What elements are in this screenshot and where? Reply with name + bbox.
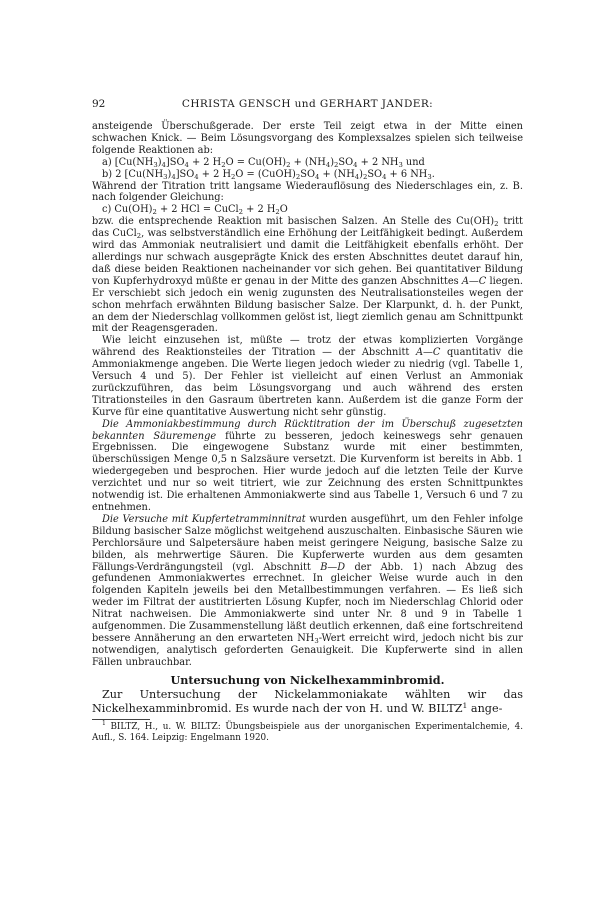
footnote-1: $^1$ BILTZ, H., u. W. BILTZ: Übungsbeispiele aus der unorganischen Experimentalchemie, 4. Aufl., S. 164. Leipzig: Engelmann 1920. <box>92 720 523 743</box>
paragraph-4: Wie leicht einzusehen ist, müßte — trotz der etwas komplizierten Vorgänge während des Reaktionsteiles der Titration — der Abschnitt A—C quantitativ die Ammoniakmenge angeben. Die Werte liegen jedoch wieder zu niedrig (vgl. Tabelle 1, Versuch 4 und 5). Der Fehler ist vielleicht auf einen Verlust an Ammoniak zurückzuführen, das beim Lösungsvorgang und auch während des ersten Titrationsteiles in den Gasraum übertreten kann. Außerdem ist die ganze Form der Kurve für eine quantitative Auswertung nicht sehr günstig. <box>92 335 523 418</box>
equation-c: c) $Cu(OH)_2 + 2$ HCl = CuCl$_2$ + 2 $H_2O$ <box>102 204 288 217</box>
section-heading: Untersuchung von Nickelhexamminbromid. <box>170 672 445 687</box>
paragraph-5: Die Ammoniakbestimmung durch Rücktitration der im Überschuß zugesetzten bekannten Säuremenge führte zu besseren, jedoch keineswegs sehr genauen Ergebnissen. Die eingewogene Substanz wurde mit einer bestimmten, überschüssigen Menge 0,5 n Salzsäure versetzt. Die Kurvenform ist bereits in Abb. 1 wiedergegeben und besprochen. Hier wurde jedoch auf die letzten Teile der Kurve verzichtet und nur so weit titriert, wie zur Zeichnung des ersten Schnittpunktes notwendig ist. Die erhaltenen Ammoniakwerte sind aus Tabelle 1, Versuch 6 und 7 zu entnehmen. <box>92 418 523 513</box>
paragraph-7: Zur Untersuchung der Nickelammoniakate wählten wir das Nickelhexamminbromid. Es wurde nach der von H. und W. BILTZ$^1$ ange- <box>92 687 523 715</box>
running-header <box>92 97 523 111</box>
paragraph-2: Während der Titration tritt langsame Wiederauflösung des Niederschlages ein, z. B. nach folgender Gleichung: <box>92 180 523 204</box>
paragraph-3: bzw. die entsprechende Reaktion mit basischen Salzen. An Stelle des $Cu(OH)_2$ tritt das CuCl$_2$, was selbstverständlich eine Erhöhung der Leitfähigkeit bedingt. Außerdem wird das Ammoniak neutralisiert und damit die Leitfähigkeit ebenfalls erhöht. Der allerdings nur schwach ausgeprägte Knick des ersten Abschnittes deutet darauf hin, daß diese beiden Reaktionen nacheinander vor sich gehen. Bei quantitativer Bildung von Kupferhydroxyd müßte er genau in der Mitte des ganzen Abschnittes A—C liegen. Er verschiebt sich jedoch ein wenig zugunsten des Neutralisationsteiles wegen der schon mehrfach erwähnten Bildung basischer Salze. Der Klarpunkt, d. h. der Punkt, an dem der Niederschlag vollkommen gelöst ist, liegt ziemlich genau am Schnittpunkt mit der Reagensgeraden. <box>92 216 523 335</box>
equation-a: a) $[Cu(NH_3)_4]SO_4 + 2$ $H_2O = Cu(OH)_2 + (NH_4)_2SO_4 + 2$ $NH_3$ und <box>102 156 425 169</box>
paragraph-1: ansteigende Überschußgerade. Der erste Teil zeigt etwa in der Mitte einen schwachen Knick. — Beim Lösungsvorgang des Komplexsalzes spielen sich teilweise folgende Reaktionen ab: <box>92 121 523 156</box>
body-text <box>92 121 523 744</box>
equation-b: b) 2 $[Cu(NH_3)_4]SO_4 + 2$ $H_2O$ = $(CuOH)_2SO_4 + (NH_4)_2SO_4 + 6$ $NH_3$. <box>102 168 435 181</box>
paragraph-6: Die Versuche mit Kupfertetramminnitrat wurden ausgeführt, um den Fehler infolge Bildung basischer Salze möglichst weitgehend auszuschalten. Einbasische Säuren wie Perchlorsäure und Salpetersäure haben meist geringere Neigung, basische Salze zu bilden, als mehrwertige Säuren. Die Kupferwerte wurden aus dem gesamten Fällungs-Verdrängungsteil (vgl. Abschnitt B—D der Abb. 1) nach Abzug des gefundenen Ammoniakwertes errechnet. In gleicher Weise wurde auch in den folgenden Kapiteln jeweils bei den Metallbestimmungen verfahren. — Es ließ sich weder im Filtrat der austitrierten Lösung Kupfer, noch im Niederschlag Chlorid oder Nitrat nachweisen. Die Ammoniakwerte sind unter Nr. 8 und 9 in Tabelle 1 aufgenommen. Die Zusammenstellung läßt deutlich erkennen, daß eine fortschreitend bessere Annäherung an den erwarteten $NH_3$-Wert erreicht wird, jedoch nicht bis zur notwendigen, analytisch geforderten Genauigkeit. Die Kupferwerte sind in allen Fällen unbrauchbar. <box>92 513 523 668</box>
page-number: 92 <box>92 98 106 110</box>
footnote-rule <box>92 719 150 720</box>
running-title: CHRISTA GENSCH und GERHART JANDER: <box>181 98 434 110</box>
